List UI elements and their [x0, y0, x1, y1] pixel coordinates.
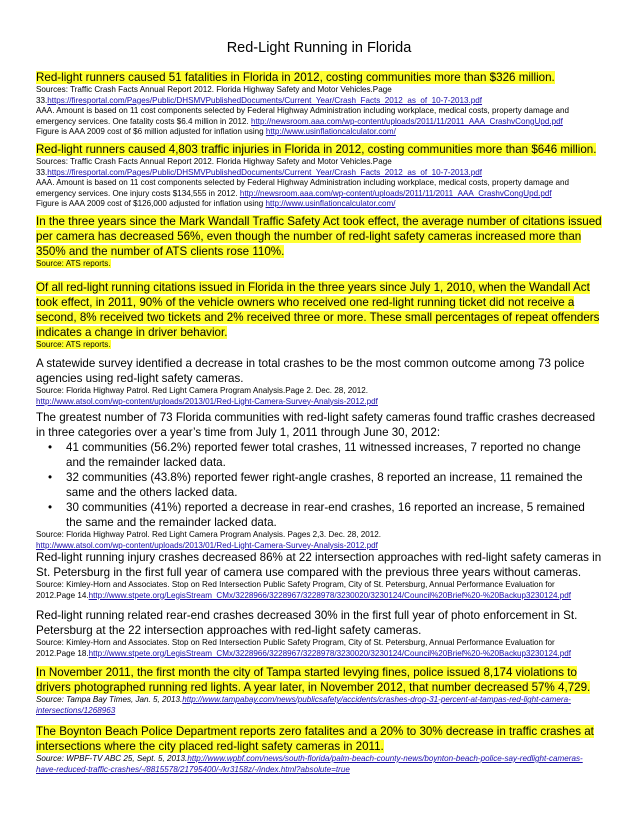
source-link[interactable]: http://newsroom.aaa.com/wp-content/uploads/2011/11/2011_AAA_CrashvCongUpd.pdf	[239, 188, 552, 198]
source-line: Source: ATS reports.	[36, 259, 111, 268]
section-statewide-survey	[36, 356, 602, 407]
source-link[interactable]: http://www.atsol.com/wp-content/uploads/2013/01/Red-Light-Camera-Survey-Analysis-2012.pdf	[36, 396, 378, 406]
section-fatalities	[36, 70, 602, 138]
st-pete-rear-end-statement: Red-light running related rear-end crashes decreased 30% in the first full year of photo enforcement in St. Petersburg at the 22 intersection approaches with red-light safety cameras.	[36, 609, 578, 637]
citations-statement: In the three years since the Mark Wandall Traffic Safety Act took effect, the average number of citations issued per camera has decreased 56%, even though the number of red-light safety cameras increased more than 350% and the number of ATS clients rose 110%.	[36, 215, 602, 258]
source-link[interactable]: http://www.atsol.com/wp-content/uploads/2013/01/Red-Light-Camera-Survey-Analysis-2012.pdf	[36, 540, 378, 550]
source-line: Source: WPBF-TV ABC 25, Sept. 5, 2013.	[36, 754, 188, 763]
source-line: Source: Florida Highway Patrol. Red Light Camera Program Analysis. Pages 2,3. Dec. 28, 2012.	[36, 530, 382, 539]
page-title: Red-Light Running in Florida	[226, 40, 412, 56]
source-link[interactable]: https://firesportal.com/Pages/Public/DHSMVPublishedDocuments/Current_Year/Crash_Facts_2012_as_of_10-7-2013.pdf	[47, 167, 483, 177]
source-link[interactable]: http://www.usinflationcalculator.com/	[265, 127, 396, 136]
source-line: Source: Kimley-Horn and Associates. Stop on Red Intersection Public Safety Program, City of St. Petersburg, Annual Performance Evaluation for	[36, 638, 555, 647]
source-line: Source: ATS reports.	[36, 340, 111, 349]
section-st-pete-rear-end: Red-light running related rear-end crashes decreased 30% in the first full year of photo enforcement in St. Petersburg at the 22 intersection approaches with red-light safety cameras. Source: Kimley-Horn and Associates. Stop on Red Intersection Public Safety Program, City of St. Petersburg, Annual Performance Evaluation for 2012.Page 18.http://www.stpete.org/LegisStream_CMx/3228966/3228967/3228978/3230020/3230124/Council%20Brief%20-%20Backup3230124.pdf	[36, 608, 602, 659]
source-line: 33.https://firesportal.com/Pages/Public/DHSMVPublishedDocuments/Current_Year/Crash_Facts_2012_as_of_10-7-2013.pdf	[36, 95, 483, 105]
section-boynton	[36, 724, 602, 775]
boynton-statement: The Boynton Beach Police Department reports zero fatalites and a 20% to 30% decrease in traffic crashes at intersections where the city placed red-light safety cameras in 2011.	[36, 725, 594, 753]
section-injuries	[36, 142, 602, 210]
source-line: Figure is AAA 2009 cost of $6 million adjusted for inflation using http://www.usinflationcalculator.com/	[36, 127, 396, 136]
source-link[interactable]: https://firesportal.com/Pages/Public/DHSMVPublishedDocuments/Current_Year/Crash_Facts_2012_as_of_10-7-2013.pdf	[47, 95, 483, 105]
source-link[interactable]: http://www.wpbf.com/news/south-florida/palm-beach-county-news/boynton-beach-police-say-redlight-cameras-have-reduced-traffic-crashes/-/8815578/21795400/-/kr3158z/-/index.html?absolute=true	[36, 754, 583, 774]
source-line: Sources: Traffic Crash Facts Annual Report 2012. Florida Highway Safety and Motor Vehicles.Page	[36, 85, 392, 94]
source-line: AAA. Amount is based on 11 cost components selected by Federal Highway Administration including workplace, medical costs, property damage and	[36, 178, 569, 187]
section-tampa	[36, 665, 602, 716]
source-line: Source: Florida Highway Patrol. Red Light Camera Program Analysis.Page 2. Dec. 28, 2012.	[36, 386, 369, 395]
bullet-icon: •	[48, 501, 53, 514]
communities-statement: The greatest number of 73 Florida communities with red-light safety cameras found traffic crashes decreased in three categories over a year’s time from July 1, 2011 through June 30, 2012:	[36, 411, 596, 439]
source-link[interactable]: http://www.stpete.org/LegisStream_CMx/3228966/3228967/3228978/3230020/3230124/Council%20Brief%20-%20Backup3230124.pdf	[88, 590, 572, 600]
source-line: Source: Kimley-Horn and Associates. Stop on Red Intersection Public Safety Program, City of St. Petersburg, Annual Performance Evaluation for	[36, 580, 555, 589]
source-link[interactable]: http://www.tampabay.com/news/publicsafety/accidents/crashes-drop-31-percent-at-tampas-red-light-camera-intersections/1268963	[36, 695, 571, 715]
source-line: Figure is AAA 2009 cost of $126,000 adjusted for inflation using http://www.usinflationcalculator.com/	[36, 199, 396, 208]
section-citations-per-camera	[36, 214, 602, 270]
source-line: emergency services. One fatality costs $6.4 million in 2012. http://newsroom.aaa.com/wp-content/uploads/2011/11/2011_AAA_CrashvCongUpd.pdf	[36, 116, 563, 126]
source-line: Sources: Traffic Crash Facts Annual Report 2012. Florida Highway Safety and Motor Vehicles.Page	[36, 157, 392, 166]
source-line: Source: Tampa Bay Times, Jan. 5, 2013.	[36, 695, 183, 704]
fatalities-statement: Red-light runners caused 51 fatalities in Florida in 2012, costing communities more than $326 million.	[36, 71, 555, 84]
repeat-offenders-statement: Of all red-light running citations issued in Florida in the three years since July 1, 2010, when the Wandall Act took effect, in 2011, 90% of the vehicle owners who received one red-light running ticket did not receive a second, 8% received two tickets and 2% received three or more. These small percentages of repeat offenders indicates a change in driver behavior.	[36, 281, 600, 339]
communities-list	[36, 440, 602, 530]
source-line: 33.https://firesportal.com/Pages/Public/DHSMVPublishedDocuments/Current_Year/Crash_Facts_2012_as_of_10-7-2013.pdf	[36, 167, 483, 177]
bullet-icon: •	[48, 441, 53, 454]
st-pete-injury-statement: Red-light running injury crashes decreased 86% at 22 intersection approaches with red-light safety cameras in St. Petersburg in the first full year of camera use compared with the previous three years without cameras.	[36, 551, 602, 579]
list-item: • 41 communities (56.2%) reported fewer total crashes, 11 witnessed increases, 7 reported no change and the remainder lacked data.	[48, 441, 581, 469]
survey-statement: A statewide survey identified a decrease in total crashes to be the most common outcome among 73 police agencies using red-light safety cameras.	[36, 357, 585, 385]
source-line: emergency services. One injury costs $134,555 in 2012. http://newsroom.aaa.com/wp-content/uploads/2011/11/2011_AAA_CrashvCongUpd.pdf	[36, 188, 552, 198]
source-link[interactable]: http://www.usinflationcalculator.com/	[265, 199, 396, 208]
source-link[interactable]: http://newsroom.aaa.com/wp-content/uploads/2011/11/2011_AAA_CrashvCongUpd.pdf	[251, 116, 563, 126]
list-item: • 30 communities (41%) reported a decrease in rear-end crashes, 16 reported an increase, 5 remained the same and the remainder lacked data.	[48, 501, 585, 529]
source-link[interactable]: http://www.stpete.org/LegisStream_CMx/3228966/3228967/3228978/3230020/3230124/Council%20Brief%20-%20Backup3230124.pdf	[88, 648, 572, 658]
section-communities	[36, 410, 602, 551]
list-item: • 32 communities (43.8%) reported fewer right-angle crashes, 8 reported an increase, 11 remained the same and the others lacked data.	[48, 471, 583, 499]
bullet-icon: •	[48, 471, 53, 484]
injuries-statement: Red-light runners caused 4,803 traffic injuries in Florida in 2012, costing communities more than $646 million.	[36, 143, 597, 156]
section-repeat-offenders	[36, 280, 602, 351]
source-line: AAA. Amount is based on 11 cost components selected by Federal Highway Administration including workplace, medical costs, property damage and	[36, 106, 569, 115]
section-st-pete-injury: Red-light running injury crashes decreased 86% at 22 intersection approaches with red-light safety cameras in St. Petersburg in the first full year of camera use compared with the previous three years without cameras. Source: Kimley-Horn and Associates. Stop on Red Intersection Public Safety Program, City of St. Petersburg, Annual Performance Evaluation for 2012.Page 14.http://www.stpete.org/LegisStream_CMx/3228966/3228967/3228978/3230020/3230124/Council%20Brief%20-%20Backup3230124.pdf	[36, 551, 602, 600]
tampa-statement: In November 2011, the first month the city of Tampa started levying fines, police issued 8,174 violations to drivers photographed running red lights. A year later, in November 2012, that number decreased 57% 4,729.	[36, 666, 591, 694]
